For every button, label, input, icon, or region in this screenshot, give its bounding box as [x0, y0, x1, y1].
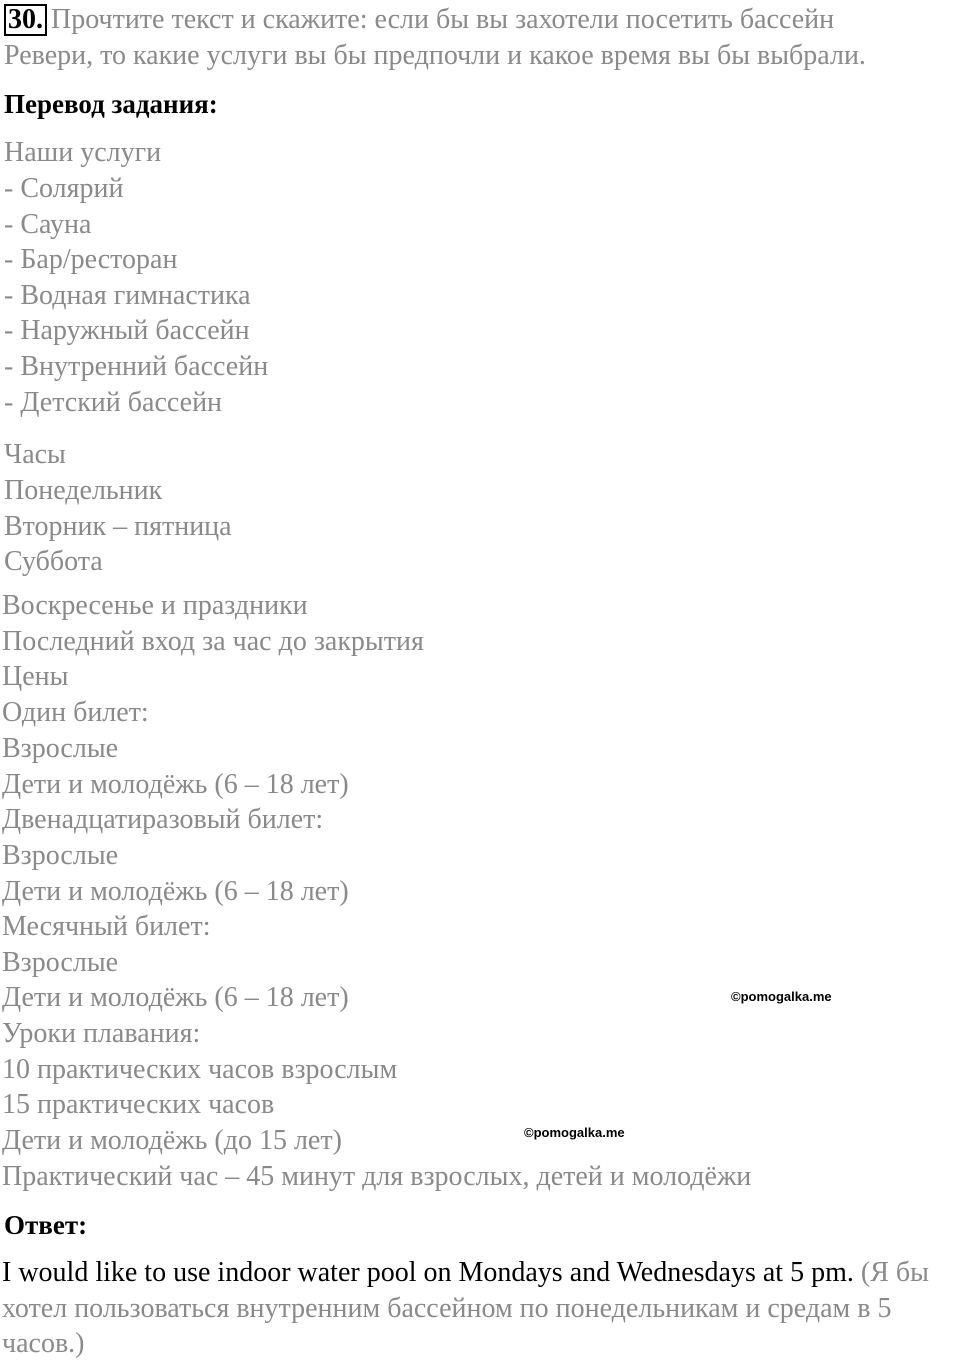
service-item: - Внутренний бассейн	[4, 351, 269, 382]
service-item: - Солярий	[4, 173, 124, 204]
service-item: - Наружный бассейн	[4, 315, 250, 346]
task-line-2: Ревери, то какие услуги вы бы предпочли и какое время вы бы выбрали.	[4, 40, 866, 71]
price-line: Уроки плавания:	[2, 1018, 201, 1049]
price-line: Взрослые	[2, 947, 119, 978]
service-item: - Сауна	[4, 209, 92, 240]
price-line: Последний вход за час до закрытия	[2, 626, 424, 657]
hours-title: Часы	[4, 439, 66, 470]
answer-line-1	[2, 1255, 929, 1291]
task-text-1: Прочтите текст и скажите: если бы вы захотели посетить бассейн	[51, 4, 835, 35]
price-line: Воскресенье и праздники	[2, 590, 308, 621]
answer-translation-line-2: хотел пользоваться внутренним бассейном по понедельникам и средам в 5	[2, 1293, 892, 1324]
hours-item: Понедельник	[4, 475, 163, 506]
answer-translation-start: (Я бы	[860, 1257, 929, 1288]
answer-translation-line-3: часов.)	[2, 1328, 85, 1359]
service-item: - Бар/ресторан	[4, 244, 178, 275]
services-title: Наши услуги	[4, 137, 162, 168]
price-line: Взрослые	[2, 733, 119, 764]
task-number: 30.	[4, 4, 47, 36]
price-line: 10 практических часов взрослым	[2, 1054, 398, 1085]
price-line: Дети и молодёжь (до 15 лет)	[2, 1125, 342, 1156]
price-line: Один билет:	[2, 697, 149, 728]
translation-heading: Перевод задания:	[4, 89, 218, 119]
price-line: Двенадцатиразовый билет:	[2, 804, 324, 835]
price-line: Дети и молодёжь (6 – 18 лет)	[2, 769, 349, 800]
answer-english: I would like to use indoor water pool on Mondays and Wednesdays at 5 pm.	[2, 1257, 854, 1288]
watermark: ©pomogalka.me	[524, 1125, 625, 1140]
price-line: Месячный билет:	[2, 911, 211, 942]
price-line: 15 практических часов	[2, 1089, 275, 1120]
service-item: - Детский бассейн	[4, 387, 223, 418]
price-line: Взрослые	[2, 840, 119, 871]
price-line: Дети и молодёжь (6 – 18 лет)	[2, 982, 349, 1013]
answer-heading: Ответ:	[4, 1210, 88, 1240]
price-line: Дети и молодёжь (6 – 18 лет)	[2, 876, 349, 907]
service-item: - Водная гимнастика	[4, 280, 251, 311]
hours-item: Суббота	[4, 546, 103, 577]
price-line: Практический час – 45 минут для взрослых, детей и молодёжи	[2, 1161, 752, 1192]
hours-item: Вторник – пятница	[4, 511, 232, 542]
watermark: ©pomogalka.me	[731, 989, 832, 1004]
task-line-1	[4, 2, 834, 38]
price-line: Цены	[2, 661, 69, 692]
